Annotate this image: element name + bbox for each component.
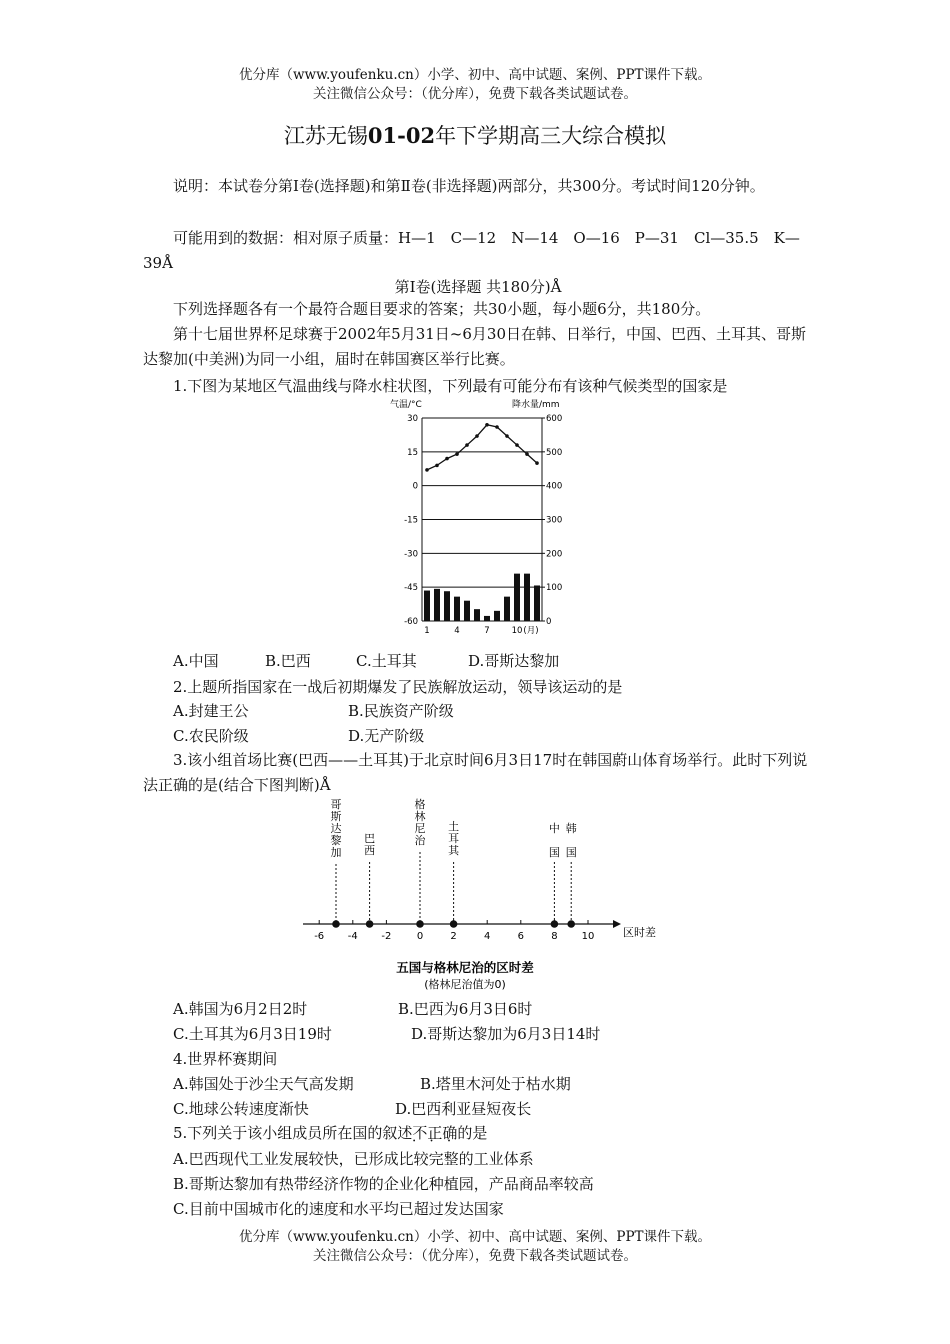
footer-line-2: 关注微信公众号：（优分库），免费下载各类试题试卷。 — [313, 1248, 637, 1264]
precip-bar — [494, 611, 500, 621]
tick-label: 0 — [416, 931, 424, 942]
x-tick-label: 1 — [424, 626, 430, 636]
precip-bar — [444, 591, 450, 621]
point-label-char: 西 — [364, 844, 376, 857]
temperature-point — [465, 443, 469, 447]
point-label-char: 斯 — [330, 810, 342, 823]
precip-bar — [454, 597, 460, 621]
axis-label: 区时差 — [623, 926, 656, 939]
temperature-point — [435, 464, 439, 468]
q1-stem: 1.下图为某地区气温曲线与降水柱状图，下列最有可能分布有该种气候类型的国家是 — [173, 377, 728, 395]
point-marker — [450, 920, 458, 928]
q5-option-a: A.巴西现代工业发展较快，已形成比较完整的工业体系 — [173, 1150, 534, 1168]
precip-bar — [424, 591, 430, 621]
q1-option-a: A.中国 — [173, 652, 219, 670]
q4-option-d: D.巴西利亚昼短夜长 — [395, 1100, 532, 1118]
point-label-char: 巴 — [364, 832, 376, 845]
tick-label: 2 — [450, 931, 457, 942]
left-tick-label: -30 — [404, 549, 418, 560]
temperature-point — [485, 423, 489, 427]
q2-option-a: A.封建王公 — [173, 702, 249, 720]
temperature-line — [427, 425, 537, 470]
point-label-char: 国 — [548, 846, 560, 859]
x-tick-label: 4 — [454, 626, 460, 636]
q3-option-c: C.土耳其为6月3日19时 — [173, 1025, 332, 1043]
temperature-point — [505, 434, 509, 438]
footer-line-1: 优分库（www.youfenku.cn）小学、初中、高中试题、案例、PPT课件下载。 — [238, 1229, 712, 1245]
temperature-point — [525, 452, 529, 456]
right-tick-label: 200 — [546, 549, 563, 560]
point-label-char: 耳 — [448, 832, 460, 845]
q5-option-c: C.目前中国城市化的速度和水平均已超过发达国家 — [173, 1200, 504, 1218]
x-axis-unit: (月) — [523, 626, 539, 636]
timezone-chart — [295, 796, 665, 994]
temperature-point — [425, 468, 429, 472]
point-label-char: 达 — [330, 822, 342, 835]
precip-bar — [514, 574, 520, 621]
precip-bar — [504, 597, 510, 621]
right-tick-label: 400 — [546, 481, 563, 492]
left-tick-label: -60 — [404, 617, 418, 627]
precip-bar — [474, 609, 480, 621]
q4-stem: 4.世界杯赛期间 — [173, 1050, 278, 1068]
exam-note: 说明：本试卷分第Ⅰ卷(选择题)和第Ⅱ卷(非选择题)两部分，共300分。考试时间120分钟。 — [173, 177, 765, 195]
precip-bar — [524, 574, 530, 621]
q2-option-b: B.民族资产阶级 — [348, 702, 454, 720]
temperature-point — [535, 461, 539, 465]
point-marker — [366, 920, 374, 928]
tick-label: 8 — [551, 931, 558, 942]
point-label-char: 其 — [448, 844, 460, 857]
chart-title: 五国与格林尼治的区时差 — [396, 960, 534, 975]
climate-chart — [380, 396, 580, 640]
point-label-char: 加 — [330, 846, 342, 859]
temperature-point — [445, 457, 449, 461]
precip-bar — [484, 616, 490, 621]
x-tick-label: 10 — [511, 626, 523, 636]
tick-label: -2 — [381, 931, 392, 942]
point-marker — [332, 920, 340, 928]
q2-stem: 2.上题所指国家在一战后初期爆发了民族解放运动，领导该运动的是 — [173, 678, 623, 696]
point-label-char: 林 — [414, 810, 426, 823]
x-tick-label: 7 — [484, 626, 490, 636]
precip-bar — [464, 601, 470, 621]
q5-option-b: B.哥斯达黎加有热带经济作物的企业化种植园，产品商品率较高 — [173, 1175, 594, 1193]
q1-option-c: C.土耳其 — [356, 652, 417, 670]
q3-option-b: B.巴西为6月3日6时 — [398, 1000, 533, 1018]
point-label-char: 黎 — [330, 834, 342, 847]
q3-stem: 3.该小组首场比赛(巴西——土耳其)于北京时间6月3日17时在韩国蔚山体育场举行。此时下列说法正确的是(结合下图判断)Å — [143, 751, 808, 794]
q5-stem: 5.下列关于该小组成员所在国的叙述不正确 • • •的是 — [173, 1122, 487, 1143]
temperature-point — [455, 452, 459, 456]
q4-option-a: A.韩国处于沙尘天气高发期 — [173, 1075, 354, 1093]
page-title: 江苏无锡01-02年下学期高三大综合模拟 — [283, 123, 667, 148]
ylabel-right: 降水量/mm — [512, 400, 560, 410]
atomic-mass-note: 可能用到的数据：相对原子质量：H—1 C—12 N—14 O—16 P—31 Cl—35.5 K—39Å — [143, 229, 800, 272]
instruction-text: 下列选择题各有一个最符合题目要求的答案；共30小题，每小题6分，共180分。 — [173, 300, 711, 318]
q1-option-d: D.哥斯达黎加 — [468, 652, 560, 670]
point-label-char: 治 — [414, 834, 426, 847]
point-marker — [416, 920, 424, 928]
point-marker — [551, 920, 559, 928]
page-header — [0, 66, 950, 104]
q1-option-b: B.巴西 — [265, 652, 311, 670]
point-label-char: 哥 — [330, 798, 342, 811]
left-tick-label: -45 — [404, 583, 418, 594]
point-label-char: 尼 — [414, 822, 426, 835]
q5-emphasis: 不正确 • • • — [412, 1124, 457, 1142]
temperature-point — [475, 434, 479, 438]
right-tick-label: 0 — [546, 617, 552, 627]
point-label-char: 韩 — [565, 822, 577, 835]
point-label-char: 土 — [448, 820, 460, 833]
precip-bar — [434, 589, 440, 621]
header-line-1: 优分库（www.youfenku.cn）小学、初中、高中试题、案例、PPT课件下载。 — [238, 67, 712, 83]
right-tick-label: 100 — [546, 583, 563, 594]
point-label-char: 国 — [565, 846, 577, 859]
page-footer — [0, 1228, 950, 1266]
q2-option-d: D.无产阶级 — [348, 727, 425, 745]
section-heading: 第Ⅰ卷(选择题 共180分)Å — [394, 278, 562, 296]
ylabel-left: 气温/°C — [390, 400, 422, 410]
point-label-char: 格 — [414, 798, 426, 811]
point-marker — [567, 920, 575, 928]
q4-option-b: B.塔里木河处于枯水期 — [420, 1075, 571, 1093]
tick-label: 6 — [517, 931, 524, 942]
point-label-char: 中 — [548, 822, 560, 835]
chart-subtitle: (格林尼治值为0) — [424, 978, 506, 991]
left-tick-label: 0 — [412, 481, 418, 492]
axis-arrow — [613, 920, 621, 928]
q2-option-c: C.农民阶级 — [173, 727, 249, 745]
tick-label: -6 — [314, 931, 325, 942]
temperature-point — [495, 425, 499, 429]
left-tick-label: -15 — [404, 515, 418, 526]
context-text: 第十七届世界杯足球赛于2002年5月31日~6月30日在韩、日举行，中国、巴西、土耳其、哥斯达黎加(中美洲)为同一小组，届时在韩国赛区举行比赛。 — [143, 325, 807, 368]
precip-bar — [534, 585, 540, 621]
tick-label: -4 — [347, 931, 358, 942]
left-tick-label: 30 — [407, 414, 418, 424]
right-tick-label: 500 — [546, 447, 563, 458]
q3-option-a: A.韩国为6月2日2时 — [173, 1000, 308, 1018]
tick-label: 10 — [581, 931, 595, 942]
tick-label: 4 — [484, 931, 491, 942]
right-tick-label: 300 — [546, 515, 563, 526]
q3-option-d: D.哥斯达黎加为6月3日14时 — [411, 1025, 601, 1043]
left-tick-label: 15 — [407, 447, 418, 458]
q4-option-c: C.地球公转速度渐快 — [173, 1100, 309, 1118]
header-line-2: 关注微信公众号：（优分库），免费下载各类试题试卷。 — [313, 86, 637, 102]
temperature-point — [515, 443, 519, 447]
right-tick-label: 600 — [546, 414, 563, 424]
